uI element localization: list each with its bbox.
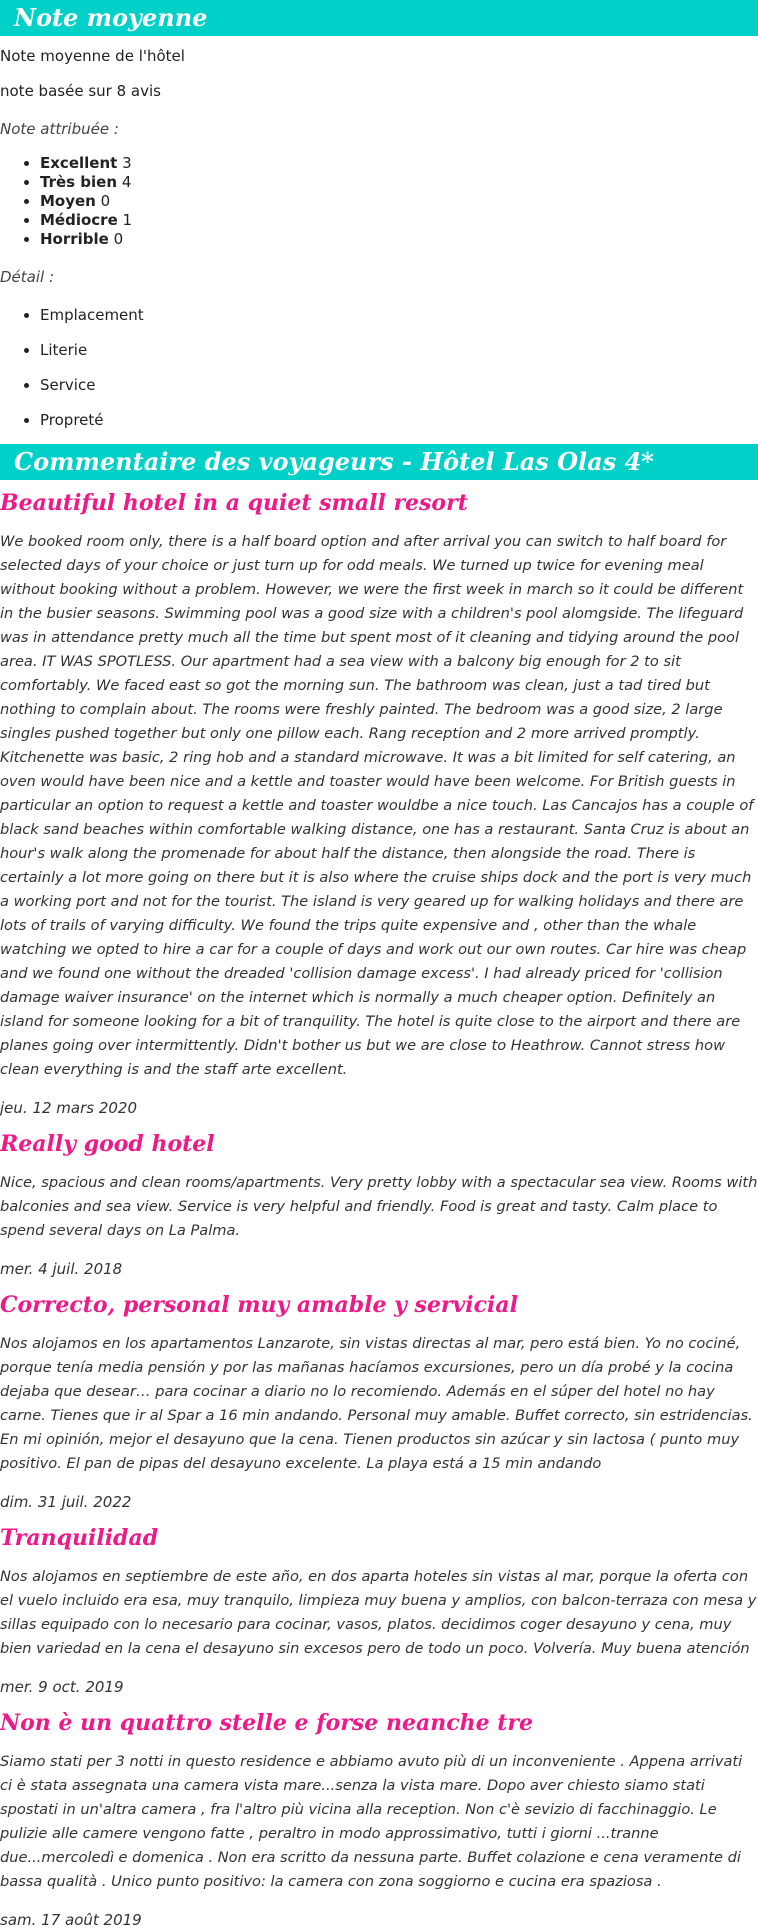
rating-details <box>0 305 758 430</box>
review-item <box>0 1521 758 1698</box>
traveller-comments <box>0 444 758 1931</box>
rating-summary <box>0 0 758 430</box>
details-heading: Détail : <box>0 268 55 286</box>
review-text: We booked room only, there is a half board option and after arrival you can switch to half board for selected days of your choice or just turn up for odd meals. We turned up twice for evening meal without booking without a problem. However, we were the first week in march so it could be different in the busier seasons. Swimming pool was a good size with a children's pool alomgside. The lifeguard was in attendance pretty much all the time but spent most of it cleaning and tidying around the pool area. IT WAS SPOTLESS. Our apartment had a sea view with a balcony big enough for 2 to sit comfortably. We faced east so got the morning sun. The bathroom was clean, just a tad tired but nothing to complain about. The rooms were freshly painted. The bedroom was a good size, 2 large singles pushed together but only one pillow each. Rang reception and 2 more arrived promptly. Kitchenette was basic, 2 ring hob and a standard microwave. It was a bit limited for self catering, an oven would have been nice and a kettle and toaster would have been welcome. For British guests in particular an option to request a kettle and toaster wouldbe a nice touch. Las Cancajos has a couple of black sand beaches within comfortable walking distance, one has a restaurant. Santa Cruz is about an hour's walk along the promenade for about half the distance, then alongside the road. There is certainly a lot more going on there but it is also where the cruise ships dock and the port is very much a working port and not for the tourist. The island is very geared up for walking holidays and there are lots of trails of varying difficulty. We found the trips quite expensive and , other than the whale watching we opted to hire a car for a couple of days and work out our own routes. Car hire was cheap and we found one without the dreaded 'collision damage excess'. I had already priced for 'collision damage waiver insurance' on the internet which is normally a much cheaper option. Definitely an island for someone looking for a bit of tranquility. The hotel is quite close to the airport and there are planes going over intermittently. Didn't bother us but we are close to Heathrow. Cannot stress how clean everything is and the staff arte excellent. <box>0 533 754 1078</box>
rating-row-poor <box>40 211 758 230</box>
review-title: Really good hotel <box>0 1131 215 1157</box>
review-title: Correcto, personal muy amable y servicial <box>0 1292 519 1318</box>
rating-count: 1 <box>122 211 133 229</box>
average-rating-heading: Note moyenne <box>0 0 758 36</box>
detail-location: • Emplacement <box>40 305 758 325</box>
review-title: Beautiful hotel in a quiet small resort <box>0 490 468 516</box>
review-count: note basée sur 8 avis <box>0 82 161 100</box>
rating-count: 4 <box>121 173 132 191</box>
review-text: Nos alojamos en septiembre de este año, en dos aparta hoteles sin vistas al mar, porque la oferta con el vuelo incluido era esa, muy tranquilo, limpieza muy buena y amplios, con balcon-terraza con mesa y sillas equipado con lo necesario para cocinar, vasos, platos. decidimos coger desayuno y cena, muy bien variedad en la cena el desayuno sin excesos pero de todo un poco. Volvería. Muy buena atención <box>0 1568 757 1657</box>
detail-bedding: • Literie <box>40 340 758 360</box>
ratings-breakdown <box>0 154 758 249</box>
review-date: jeu. 12 mars 2020 <box>0 1099 138 1117</box>
review-date: mer. 4 juil. 2018 <box>0 1260 123 1278</box>
rating-label: Médiocre <box>40 211 118 229</box>
review-date: sam. 17 août 2019 <box>0 1911 142 1929</box>
review-date: mer. 9 oct. 2019 <box>0 1678 124 1696</box>
review-item <box>0 486 758 1119</box>
review-title: Non è un quattro stelle e forse neanche tre <box>0 1710 534 1736</box>
rating-label: Excellent <box>40 154 118 172</box>
rating-count: 3 <box>122 154 132 172</box>
detail-cleanliness: • Propreté <box>40 410 758 430</box>
review-text: Siamo stati per 3 notti in questo residence e abbiamo avuto più di un inconveniente . Appena arrivati ci è stata assegnata una camera vista mare...senza la vista mare. Dopo aver chiesto siamo stati spostati in un'altra camera , fra l'altro più vicina alla reception. Non c'è sevizio di facchinaggio. Le pulizie alle camere vengono fatte , peraltro in modo approssimativo, tutti i giorni ...tranne due...mercoledì e domenica . Non era scritto da nessuna parte. Buffet colazione e cena veramente di bassa qualità . Unico punto positivo: la camera con zona soggiorno e cucina era spaziosa . <box>0 1753 743 1890</box>
review-item <box>0 1127 758 1280</box>
rating-label: Horrible <box>40 230 109 248</box>
review-text: Nice, spacious and clean rooms/apartments. Very pretty lobby with a spectacular sea view. Rooms with balconies and sea view. Service is very helpful and friendly. Food is great and tasty. Calm place to spend several days on La Palma. <box>0 1174 758 1239</box>
rating-row-average <box>40 192 758 211</box>
rating-label: Très bien <box>40 173 118 191</box>
review-item <box>0 1288 758 1513</box>
review-text: Nos alojamos en los apartamentos Lanzarote, sin vistas directas al mar, pero está bien. Yo no cociné, porque tenía media pensión y por las mañanas hacíamos excursiones, pero un día probé y la cocina dejaba que desear… para cocinar a diario no lo recomiendo. Además en el súper del hotel no hay carne. Tienes que ir al Spar a 16 min andando. Personal muy amable. Buffet correcto, sin estridencias. En mi opinión, mejor el desayuno que la cena. Tienen productos sin azúcar y sin lactosa ( punto muy positivo. El pan de pipas del desayuno excelente. La playa está a 15 min andando <box>0 1335 753 1472</box>
rating-count: 0 <box>100 192 111 210</box>
rating-row-excellent <box>40 154 758 173</box>
review-title: Tranquilidad <box>0 1525 159 1551</box>
rating-row-terrible <box>40 230 758 249</box>
rating-row-very-good <box>40 173 758 192</box>
rating-label: Moyen <box>40 192 96 210</box>
review-date: dim. 31 juil. 2022 <box>0 1493 132 1511</box>
hotel-rating-label: Note moyenne de l'hôtel <box>0 47 185 65</box>
detail-service: • Service <box>40 375 758 395</box>
rating-count: 0 <box>113 230 124 248</box>
review-item <box>0 1706 758 1931</box>
ratings-heading: Note attribuée : <box>0 120 119 138</box>
comments-heading: Commentaire des voyageurs - Hôtel Las Olas 4* <box>0 444 758 480</box>
